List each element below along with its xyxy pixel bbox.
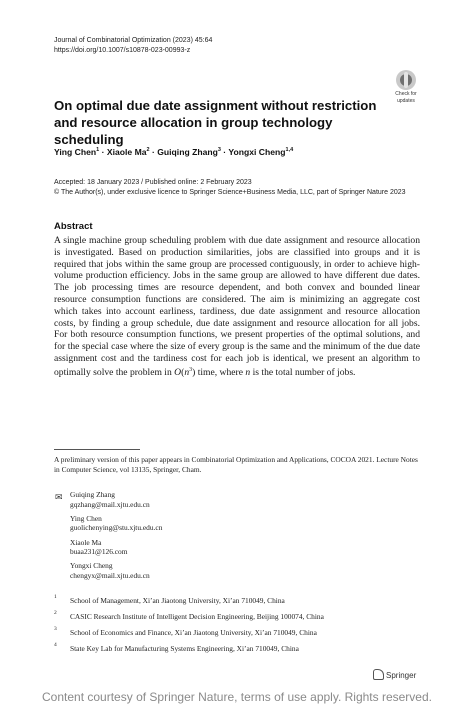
author-affil-ref: 2 [146,147,150,153]
complexity-paren-close: ) [192,366,196,378]
contact-entry [70,538,162,557]
complexity-exponent: 3 [189,366,193,373]
complexity-n: n [184,366,190,378]
abstract-text: A single machine group scheduling problem with due date assignment and resource allocation is investigated. Based on production similarities, jobs are classified into groups and it is required that jobs within the same group are processed contiguously, in order to achieve high-volume production efficiency. Jobs in the same group are allowed to have different due dates. The job processing times are resource dependent, and both convex and bounded linear resource consumption functions are considered. The aim is minimizing an aggregate cost which takes into account earliness, tardiness, due date assignment and resource allocation costs, by finding a group schedule, due date assignment and resource allocation for all jobs. For both resource consumption functions, we present properties of the optimal solutions, and for the special case where the size of every group is the same and the minimum of the due date assignment cost and the tardiness cost for each job is identical, we present an algorithm to optimally solve the problem in [54,235,420,378]
contact-entry [70,514,162,533]
contact-entry [70,490,162,509]
check-for-updates-badge[interactable] [391,70,421,102]
affiliation-text: State Key Lab for Manufacturing Systems Engineering, Xi’an 710049, China [70,644,299,653]
affiliation-text: CASIC Research Institute of Intelligent Decision Engineering, Beijing 100074, China [70,612,324,621]
footnote-divider [54,449,140,450]
affiliation-number: 2 [54,610,57,616]
author-list [54,147,293,157]
journal-citation: Journal of Combinatorial Optimization (2023) 45:64 [54,37,213,44]
affiliation-text: School of Management, Xi’an Jiaotong University, Xi’an 710049, China [70,596,285,605]
publisher-logo [373,669,416,680]
paper-title: On optimal due date assignment without restriction and resource allocation in group technology scheduling [54,98,377,147]
abstract-tail-b: is the total number of jobs. [250,366,356,378]
author-separator: · [220,147,229,157]
author-name[interactable]: Guiqing Zhang [157,147,218,157]
author-name[interactable]: Ying Chen [54,147,97,157]
courtesy-watermark: Content courtesy of Springer Nature, terms of use apply. Rights reserved. [42,690,432,704]
abstract-heading: Abstract [54,221,93,232]
contact-name: Guiqing Zhang [70,490,115,499]
check-updates-label-1: Check for [395,91,417,97]
springer-horse-icon [373,669,384,680]
contact-email[interactable]: buaa231@126.com [70,547,128,557]
doi-link[interactable]: https://doi.org/10.1007/s10878-023-00993-z [54,47,191,54]
author-name[interactable]: Yongxi Cheng [228,147,286,157]
contact-email[interactable]: guolichenying@stu.xjtu.edu.cn [70,523,163,533]
copyright-line: © The Author(s), under exclusive licence to Springer Science+Business Media, LLC, part of Springer Nature 2023 [54,189,406,196]
contact-name: Xiaole Ma [70,537,102,547]
publisher-name: Springer [386,671,417,680]
dates-line: Accepted: 18 January 2023 / Published online: 2 February 2023 [54,179,252,186]
author-affil-ref: 1 [96,147,100,153]
complexity-paren-open: ( [181,366,185,378]
contact-email[interactable]: chengyx@mail.xjtu.edu.cn [70,570,150,580]
variable-n: n [245,366,251,378]
author-separator: · [149,147,158,157]
contact-name: Yongxi Cheng [70,561,113,571]
affiliation-number: 3 [54,626,57,632]
journal-header [54,36,212,56]
affiliation-text: School of Economics and Finance, Xi’an Jiaotong University, Xi’an 710049, China [70,628,317,637]
contact-name: Ying Chen [70,513,102,523]
publication-dates [54,178,406,198]
abstract-body [54,235,420,379]
complexity-o: O [174,366,182,378]
preliminary-version-note: A preliminary version of this paper appears in Combinatorial Optimization and Applications, COCOA 2021. Lecture Notes in Computer Science, vol 13135, Springer, Cham. [54,455,418,474]
affiliation-number: 4 [54,642,57,648]
affiliation-number: 1 [54,594,57,600]
contact-entry [70,561,162,580]
check-updates-icon [396,70,416,90]
author-affil-ref: 3 [217,147,221,153]
author-separator: · [99,147,107,157]
check-updates-label-2: updates [397,98,415,104]
contact-email[interactable]: gqzhang@mail.xjtu.edu.cn [70,499,150,509]
author-name[interactable]: Xiaole Ma [106,147,147,157]
contact-list [70,490,162,585]
author-affil-ref: 1,4 [285,147,294,153]
abstract-tail-a: time, where [195,366,246,378]
envelope-icon: ✉ [55,492,63,502]
